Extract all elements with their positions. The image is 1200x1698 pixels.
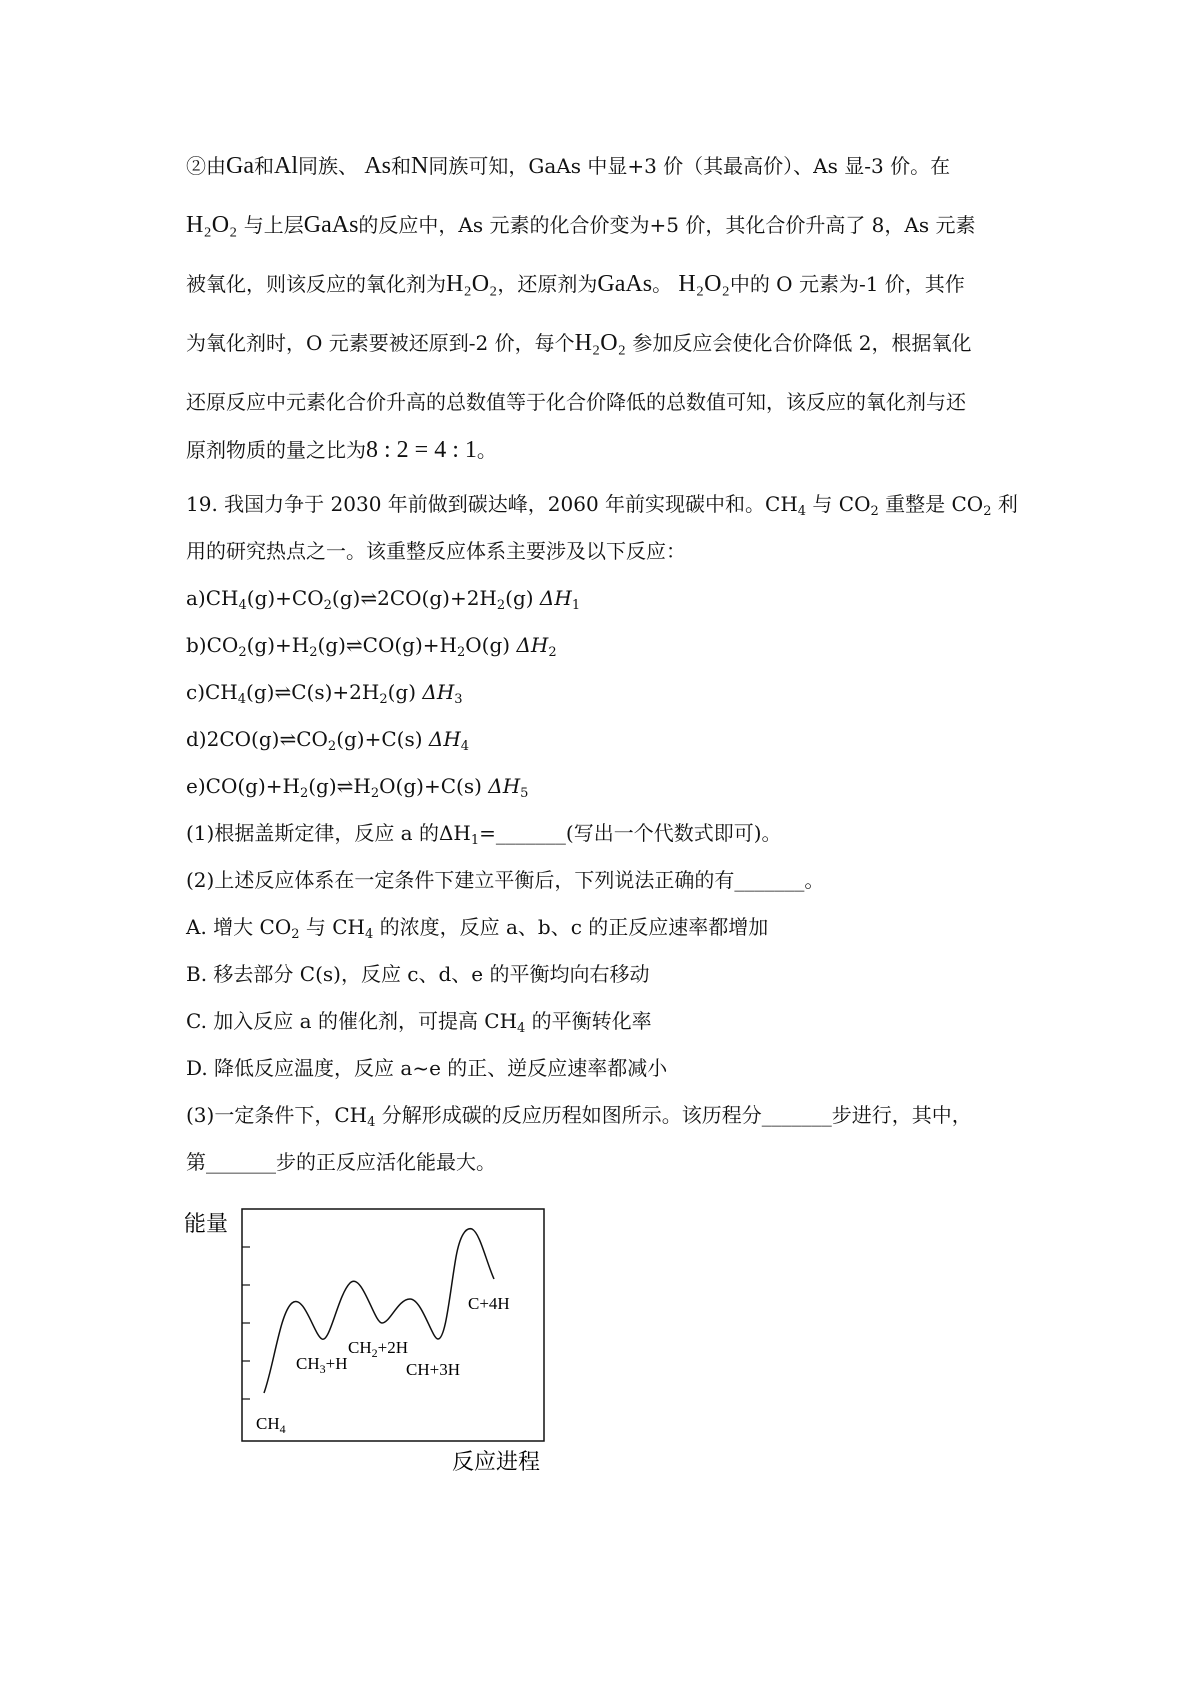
equilibrium-arrow: ⇌: [279, 727, 297, 751]
label-ch2-2h: $CH_2+2H$: [348, 1338, 408, 1360]
solution-line-1: ②由Ga和Al同族、 As和N同族可知，GaAs 中显+3 价（其最高价）、As 显-3 价。在: [186, 153, 951, 179]
option-b: B. 移去部分 C(s)，反应 c、d、e 的平衡均向右移动: [186, 962, 650, 986]
solution-line-4: 为氧化剂时，O 元素要被还原到-2 价，每个H₂O₂ 参加反应会使化合价降低 2，根据氧化: [186, 330, 972, 356]
energy-profile-chart: [180, 1195, 560, 1475]
equilibrium-arrow: ⇌: [345, 633, 363, 657]
subquestion-2: (2)上述反应体系在一定条件下建立平衡后，下列说法正确的有_______。: [186, 868, 825, 892]
solution-line-2: H₂O₂ 与上层GaAs的反应中，As 元素的化合价变为+5 价，其化合价升高了 8，As 元素: [186, 212, 976, 238]
x-axis-label: 反应进程: [452, 1450, 541, 1475]
label-ch4: $CH_4$: [256, 1414, 286, 1436]
y-axis-label: 能量: [184, 1212, 229, 1237]
label-ch-3h: CH+3H: [406, 1360, 460, 1379]
ratio-formula: 8 : 2 = 4 : 1: [366, 437, 477, 463]
option-a: A. 增大 $CO_2$ 与 $CH_4$ 的浓度，反应 a、b、c 的正反应速率都增加: [186, 915, 769, 942]
question-intro-1: 19. 我国力争于 2030 年前做到碳达峰，2060 年前实现碳中和。$CH_4$ 与 $CO_2$ 重整是 $CO_2$ 利: [186, 492, 1018, 519]
equilibrium-arrow: ⇌: [360, 586, 378, 610]
label-c-4h: C+4H: [468, 1294, 510, 1313]
solution-line-5: 还原反应中元素化合价升高的总数值等于化合价降低的总数值可知，该反应的氧化剂与还: [186, 390, 966, 414]
reaction-c: $c)CH_4(g)\rightleftharpoons C(s)+2H_2(g)$ $\Delta H_3$: [186, 680, 463, 707]
solution-line-6: 原剂物质的量之比为8 : 2 = 4 : 1。: [186, 437, 497, 463]
y-ticks: [242, 1247, 250, 1399]
question-intro-2: 用的研究热点之一。该重整反应体系主要涉及以下反应：: [186, 539, 686, 563]
reaction-d: $d)2CO(g)\rightleftharpoons CO_2(g)+C(s)$ $\Delta H_4$: [186, 727, 470, 754]
reaction-b: $b)CO_2(g)+H_2(g)\rightleftharpoons CO(g)+H_2O(g)$ $\Delta H_2$: [186, 633, 557, 660]
h2o2-formula: H₂O₂: [186, 212, 238, 238]
subquestion-3: (3)一定条件下，$CH_4$ 分解形成碳的反应历程如图所示。该历程分_______步进行，其中，: [186, 1103, 972, 1130]
subquestion-3-cont: 第_______步的正反应活化能最大。: [186, 1150, 496, 1174]
reaction-a: $a)CH_4(g)+CO_2(g)\rightleftharpoons 2CO(g)+2H_2(g)$ $\Delta H_1$: [186, 586, 581, 613]
equilibrium-arrow: ⇌: [274, 680, 292, 704]
option-d: D. 降低反应温度，反应 a~e 的正、逆反应速率都减小: [186, 1056, 668, 1080]
subquestion-1: (1)根据盖斯定律，反应 a 的$\Delta H_1=\_\_\_\_\_\_\_$(写出一个代数式即可)。: [186, 821, 782, 848]
equilibrium-arrow: ⇌: [336, 774, 354, 798]
chart-frame: [242, 1209, 544, 1441]
option-c: C. 加入反应 a 的催化剂，可提高 $CH_4$ 的平衡转化率: [186, 1009, 652, 1036]
label-ch3-h: $CH_3+H$: [296, 1354, 348, 1376]
reaction-e: $e)CO(g)+H_2(g)\rightleftharpoons H_2O(g)+C(s)$ $\Delta H_5$: [186, 774, 529, 801]
solution-line-3: 被氧化，则该反应的氧化剂为H₂O₂，还原剂为GaAs。 H₂O₂中的 O 元素为-1 价，其作: [186, 271, 965, 297]
